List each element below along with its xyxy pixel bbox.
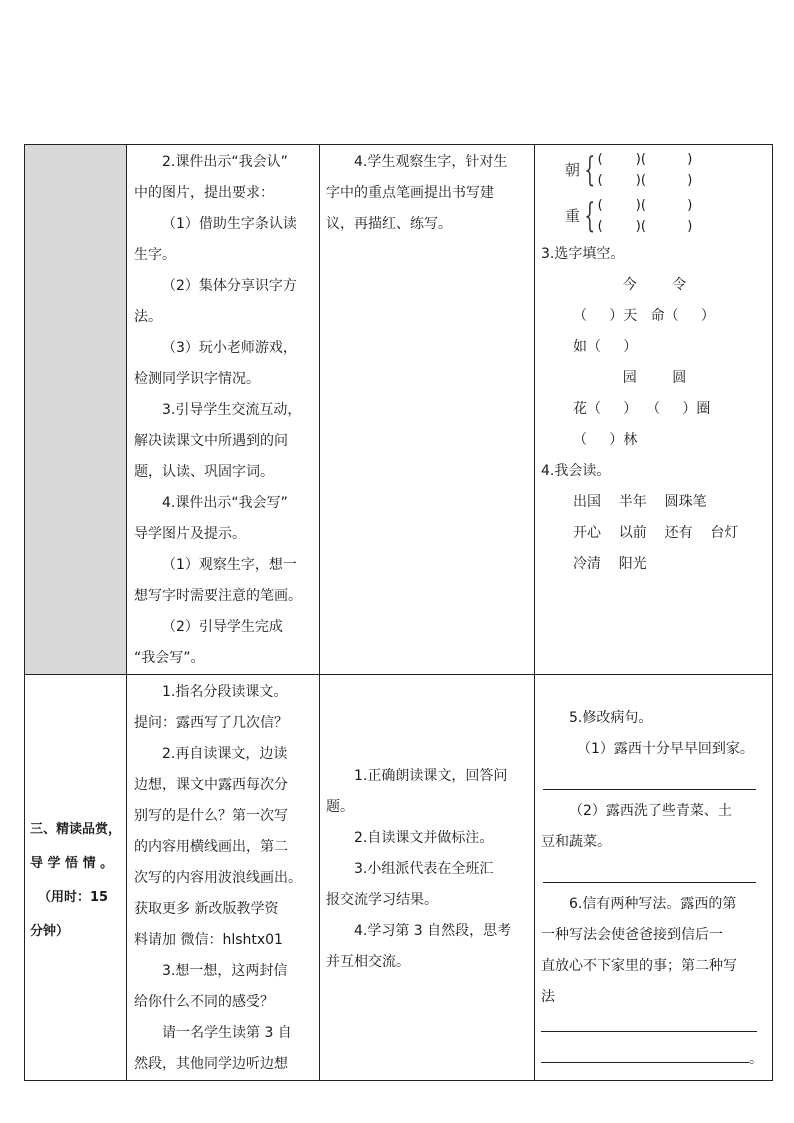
stage-title-line: 导 学 悟 情 。 — [30, 856, 114, 871]
word-group-zhao — [565, 147, 768, 193]
text-line: 一种写法会使爸爸接到信后一 — [541, 927, 723, 943]
text-line: 2.自读课文并做标注。 — [354, 830, 494, 846]
fill-line: 如（ ） — [573, 339, 638, 355]
word-line: 开心 以前 还有 台灯 — [573, 525, 739, 541]
text-line: 导学图片及提示。 — [134, 526, 246, 542]
table-row — [25, 675, 773, 1081]
question-title: 5.修改病句。 — [569, 710, 653, 726]
text-line: （2）集体分享识字方 — [162, 278, 297, 294]
text-line: （2）露西洗了些青菜、土 — [569, 803, 732, 819]
text-line: 法。 — [134, 309, 162, 325]
text-line: 检测同学识字情况。 — [134, 371, 260, 387]
question-title: 4.我会读。 — [541, 463, 611, 479]
text-line: 中的图片，提出要求： — [134, 185, 274, 201]
blank-line: ( )( ) — [597, 219, 693, 234]
text-line: 4.学习第 3 自然段，思考 — [354, 923, 512, 939]
brace-icon: { — [584, 196, 596, 236]
text-line: “我会写”。 — [134, 650, 205, 666]
text-line: 次写的内容用波浪线画出。 — [134, 870, 302, 886]
text-line: 议，再描红、练写。 — [326, 216, 452, 232]
text-line: 给你什么不同的感受？ — [134, 994, 274, 1010]
text-line: 3.引导学生交流互动， — [162, 402, 302, 418]
text-line: 4.课件出示“我会写” — [162, 495, 288, 511]
text-line: 1.指名分段读课文。 — [162, 684, 288, 700]
stage-title-line: 三、精读品赏， — [30, 822, 122, 837]
fill-line: 花（ ） （ ）圈 — [573, 401, 711, 417]
text-line: 然段，其他同学边听边想 — [134, 1056, 288, 1072]
stage-time-line: （用时：15 — [38, 890, 109, 905]
text-line: 2.课件出示“我会认” — [162, 154, 288, 170]
text-line: 料请加 微信：hlshtx01 — [134, 932, 283, 948]
text-line: （1）观察生字，想一 — [162, 557, 297, 573]
text-line: 边想，课文中露西每次分 — [134, 777, 288, 793]
text-line: （1）借助生字条认读 — [162, 216, 297, 232]
text-line: （3）玩小老师游戏， — [162, 340, 297, 356]
exercise-cell — [535, 675, 773, 1081]
text-line: 报交流学习结果。 — [326, 892, 438, 908]
word-line: 冷清 阳光 — [573, 556, 647, 572]
text-line — [541, 1044, 768, 1075]
fill-line: （ ）林 — [573, 432, 638, 448]
text-line: 题，认读、巩固字词。 — [134, 464, 274, 480]
text-line: （1）露西十分早早回到家。 — [577, 741, 754, 757]
text-line — [541, 982, 768, 1044]
text-line: 生字。 — [134, 247, 176, 263]
text-line: 3.小组派代表在全班汇 — [354, 861, 494, 877]
text-line: 解决读课文中所遇到的问 — [134, 433, 288, 449]
text-line: 豆和蔬菜。 — [541, 834, 611, 850]
text-line: （2）引导学生完成 — [162, 619, 283, 635]
char-pair: 园 圆 — [622, 370, 687, 386]
brace-icon: { — [584, 150, 596, 190]
word-group-zhong — [565, 193, 768, 239]
answer-line[interactable] — [541, 1013, 757, 1032]
blank-line: ( )( ) — [597, 152, 693, 167]
char-pair: 今 令 — [622, 277, 687, 293]
text-line: 别写的是什么？第一次写 — [134, 808, 288, 824]
stage-time-line: 分钟） — [30, 924, 70, 939]
lesson-plan-table — [24, 144, 773, 1081]
text-line: 获取更多 新改版教学资 — [134, 901, 279, 917]
text-line: 的内容用横线画出，第二 — [134, 839, 288, 855]
stage-cell — [25, 675, 127, 1081]
text-line: 想写字时需要注意的笔画。 — [134, 588, 302, 604]
answer-line[interactable] — [543, 765, 756, 790]
stage-cell-empty — [25, 145, 127, 675]
blank-line: ( )( ) — [597, 198, 693, 213]
word-line: 出国 半年 圆珠笔 — [573, 494, 707, 510]
answer-line[interactable] — [541, 1044, 749, 1063]
text-line: 4.学生观察生字，针对生 — [354, 154, 508, 170]
text-line: 直放心不下家里的事；第二种写 — [541, 958, 737, 974]
text-line: 字中的重点笔画提出书写建 — [326, 185, 494, 201]
student-activity-cell — [320, 675, 535, 1081]
text-line: 2.再自读课文，边读 — [162, 746, 288, 762]
answer-line[interactable] — [543, 858, 756, 883]
blank-line: ( )( ) — [597, 173, 693, 188]
text-line: 3.想一想，这两封信 — [162, 963, 288, 979]
fill-line: （ ）天 命（ ） — [573, 308, 715, 324]
group-character: 重 — [565, 206, 581, 225]
teacher-activity-cell — [127, 675, 320, 1081]
question-title: 3.选字填空。 — [541, 246, 625, 262]
text-fragment: 。 — [749, 1051, 763, 1067]
text-line: 并互相交流。 — [326, 954, 410, 970]
teacher-activity-cell — [127, 145, 320, 675]
text-fragment: 法 — [541, 989, 555, 1005]
text-line: 题。 — [326, 799, 354, 815]
text-line: 提问：露西写了几次信？ — [134, 715, 288, 731]
group-character: 朝 — [565, 160, 581, 179]
text-line: 请一名学生读第 3 自 — [162, 1025, 292, 1041]
exercise-cell — [535, 145, 773, 675]
text-line: 6.信有两种写法。露西的第 — [569, 896, 737, 912]
student-activity-cell — [320, 145, 535, 675]
table-row — [25, 145, 773, 675]
text-line: 1.正确朗读课文，回答问 — [354, 768, 508, 784]
